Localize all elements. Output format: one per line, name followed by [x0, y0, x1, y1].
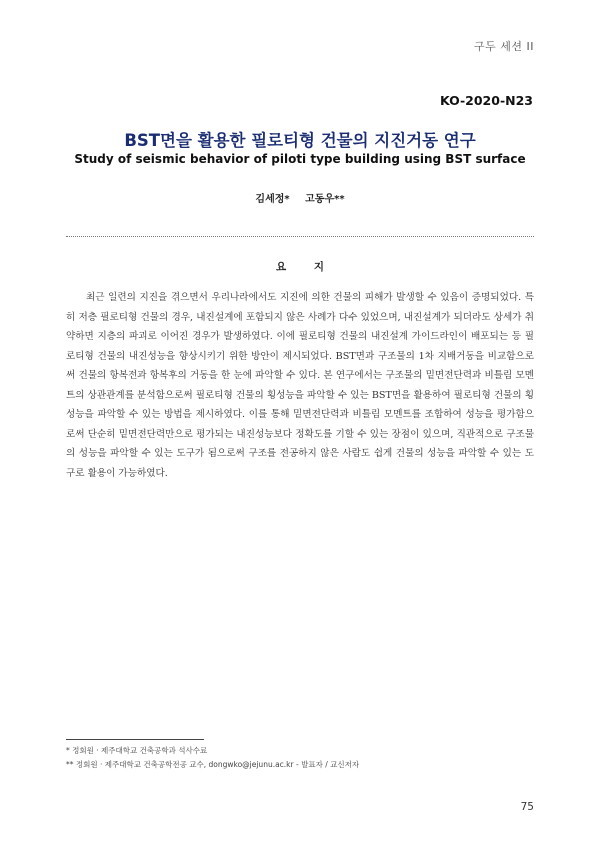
section-divider — [66, 236, 534, 237]
abstract-body: 최근 일련의 지진을 겪으면서 우리나라에서도 지진에 의한 건물의 피해가 발생할 수 있음이 증명되었다. 특히 저층 필로티형 건물의 경우, 내진설계에 포함되지 않은 사례가 다수 있었으며, 내진설계가 되더라도 상세가 취약하면 지층의 파괴로 이어진 경우가 발생하였다. 이에 필로티형 건물의 내진설계 가이드라인이 배포되는 등 필로티형 건물의 내진성능을 향상시키기 위한 방안이 제시되었다. BST면과 구조물의 1차 지배거동을 비교함으로써 건물의 항복전과 항복후의 거동을 한 눈에 파악할 수 있다. 본 연구에서는 구조물의 밑면전단력과 비틀림 모멘트의 상관관계를 분석함으로써 필로티형 건물의 횡성능을 파악할 수 있는 BST면을 활용하여 필로티형 건물의 횡성능을 파악할 수 있는 방법을 제시하였다. 이를 통해 밑면전단력과 비틀림 모멘트를 조합하여 성능을 평가함으로써 단순히 밑면전단력만으로 평가되는 내진성능보다 정확도를 기할 수 있는 장점이 있으며, 직관적으로 구조물의 성능을 파악할 수 있는 도구가 됨으로써 구조를 전공하지 않은 사람도 쉽게 건물의 성능을 파악할 수 있는 도구로 활용이 가능하였다. — [66, 292, 534, 479]
footnote-second-author: ** 정회원 · 제주대학교 건축공학전공 교수, dongwko@jejunu.ac.kr - 발표자 / 교신저자 — [66, 760, 360, 769]
abstract-heading: 요 지 — [276, 261, 336, 273]
paper-title-english: Study of seismic behavior of piloti type building using BST surface — [74, 152, 526, 166]
page-number: 75 — [520, 801, 534, 813]
session-label: 구두 세션 II — [474, 40, 534, 53]
paper-title-korean: BST면을 활용한 필로티형 건물의 지진거동 연구 — [124, 131, 476, 150]
author-second: 고동우** — [305, 194, 345, 205]
footnote-rule — [66, 739, 204, 740]
author-list — [0, 190, 600, 205]
paper-code: KO-2020-N23 — [439, 93, 533, 108]
author-first: 김세정* — [255, 194, 290, 205]
footnote-first-author: * 정회원 · 제주대학교 건축공학과 석사수료 — [66, 746, 208, 755]
